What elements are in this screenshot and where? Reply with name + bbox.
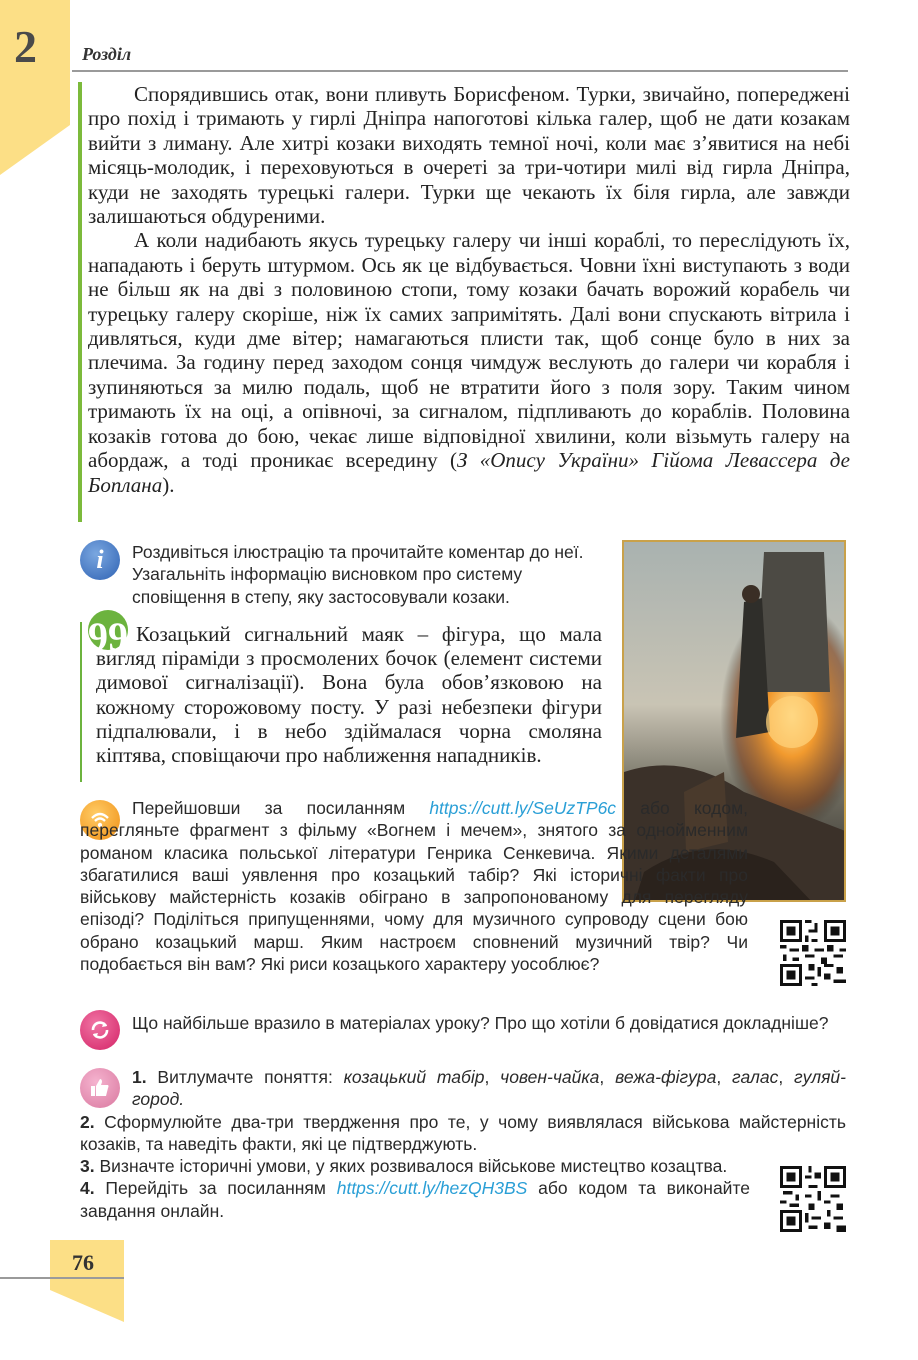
term-3: вежа-фігура [615, 1067, 717, 1087]
task-2-text: Сформулюйте два-три твердження про те, у чому виявлялася військова майстерність козаків, та наведіть факти, які це підтверджують. [80, 1111, 846, 1154]
quote-bracket [80, 622, 84, 782]
source-highlight-bar [78, 82, 82, 522]
footer-divider [0, 1277, 124, 1279]
tasks-qr-code[interactable] [780, 1166, 846, 1232]
task-4-link[interactable]: https://cutt.ly/hezQH3BS [336, 1178, 528, 1199]
film-text: або кодом, перегляньте фрагмент з фільму «Вогнем і мечем», знятого за однойменним романом класика польської літератури Генрика Сенкевича. Якими деталями збагатилися ваші уявлення про козацький табір? Які історичні факти про військову майстерність козаків обіграно в запропонованому для перегляду епізоді? Поділіться припущеннями, чому для музичного супроводу сцени бою обрано козацький марш. Яким настроєм сповнений музичний твір? Чи подобається він вам? Які риси козацького характеру уособлює? [80, 798, 748, 975]
header-divider [72, 70, 848, 72]
task-3-number: 3. [80, 1156, 95, 1177]
term-4: галас [732, 1067, 779, 1087]
film-intro: Перейшовши за посиланням [132, 798, 430, 818]
quote-commentary: Козацький сигнальний маяк – фігура, що мала вигляд піраміди з просмолених бочок (елемент системи димової сигналізації). Вона була обов’язковою на кожному сторожовому посту. У разі небезпеки фігури підпалювали, і в небо здіймалася чорна смоляна кіптява, сповіщаючи про наближення нападників. [96, 622, 602, 768]
info-icon: i [80, 540, 120, 580]
task-3 [80, 1155, 750, 1177]
page-number: 76 [72, 1250, 94, 1275]
task-4-number: 4. [80, 1178, 95, 1199]
refresh-icon [80, 1010, 120, 1050]
task-1-text: Витлумачте поняття: [146, 1067, 344, 1087]
reflection-question: Що найбільше вразило в матеріалах уроку? Про що хотіли б довідатися докладніше? [132, 1013, 829, 1033]
term-5: гуляй-город. [132, 1067, 846, 1110]
task-3-text: Визначте історичні умови, у яких розвивалося військове мистецтво козацтва. [94, 1156, 728, 1177]
quote-icon: 99 [88, 610, 128, 650]
chapter-label: Розділ [82, 44, 132, 64]
term-2: човен-чайка [500, 1067, 600, 1087]
chapter-number: 2 [14, 21, 37, 72]
task-2 [80, 1111, 846, 1156]
task-4 [80, 1177, 750, 1222]
term-1: козацький табір [343, 1067, 485, 1087]
source-citation: З «Опису України» Гійома Левассера де Боплана [88, 448, 851, 497]
source-paragraph-2 [88, 228, 850, 496]
film-qr-code[interactable] [780, 920, 846, 986]
task-1: 1. Витлумачте поняття: козацький табір, човен-чайка, вежа-фігура, галас, гуляй-город. [132, 1067, 846, 1110]
film-assignment [80, 797, 748, 975]
task-1-number: 1. [132, 1067, 147, 1087]
source-paragraph-1: Спорядившись отак, вони пливуть Борисфеном. Турки, звичайно, попереджені про похід і тримають у гирлі Дніпра напоготові кілька галер, щоб не дати козакам вийти з лиману. Але хитрі козаки виходять темної ночі, коли має з’явитися на небі місяць-молодик, і переховуються в очереті за три-чотири милі від гирла Дніпра, куди не заходять турецькі галери. Турки ще чекають їх біля гирла, але завжди залишаються обдуреними. [88, 82, 850, 229]
film-link[interactable]: https://cutt.ly/SeUzTP6c [429, 798, 617, 818]
info-instruction: Роздивіться ілюстрацію та прочитайте коментар до неї. Узагальніть інформацію висновком про систему сповіщення в степу, яку застосовували козаки. [132, 542, 584, 607]
task-2-number: 2. [80, 1111, 95, 1132]
task-4-intro: Перейдіть за посиланням [94, 1178, 337, 1199]
tasks-list [80, 1066, 846, 1222]
task-4-text: або кодом та виконайте завдання онлайн. [80, 1178, 750, 1221]
source-excerpt [88, 82, 850, 522]
source-closing: ). [162, 472, 175, 497]
source-paragraph-2-text: А коли надибають якусь турецьку галеру чи інші кораблі, то переслідують їх, нападають і беруть штурмом. Ось як це відбувається. Човни їхні виступають з води не більш як на дві з половиною стопи, тому козаки бачать ворожий корабель чи турецьку галеру скоріше, ніж їх самих запримітять. Далі вони спускають вітрила і дивляться, куди дме вітер; намагаються плисти так, щоб сонце було в них за плечима. За годину перед заходом сонця чимдуж веслують до галери чи корабля і зупиняються за милю подаль, щоб не втратити його з поля зору. Таким чином тримають їх на оці, а опівночі, за сигналом, підпливають до кораблів. Половина козаків готова до бою, чекає лише відповідної хвилини, коли візьмуть галеру на абордаж, а тоді проникає всередину ( [88, 228, 850, 473]
